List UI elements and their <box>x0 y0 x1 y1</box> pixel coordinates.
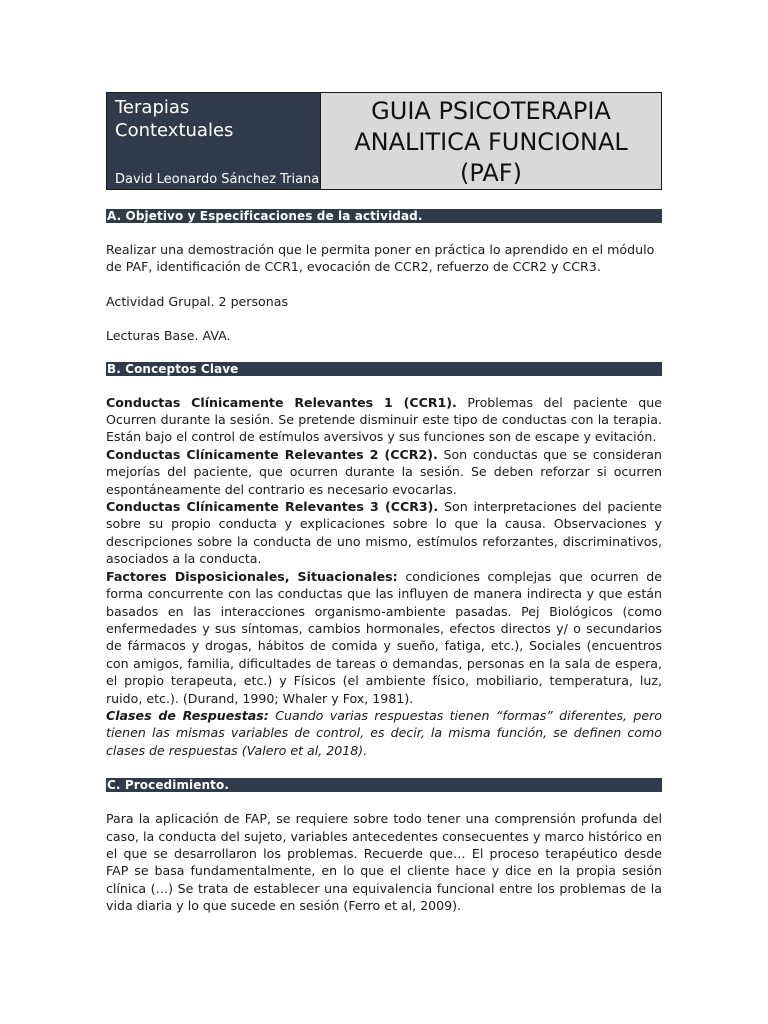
author-name: David Leonardo Sánchez Triana <box>115 172 320 187</box>
concept-term: Conductas Clínicamente Relevantes 1 (CCR1). <box>106 394 457 410</box>
concept-definition: Cuando varias respuestas tienen “formas” diferentes, pero tienen las mismas variables de control, es decir, la misma función, se definen como clases de respuestas (Valero et al, 2018). <box>106 707 663 758</box>
objective-paragraph: Realizar una demostración que le permita poner en práctica lo aprendido en el módulo de PAF, identificación de CCR1, evocación de CCR2, refuerzo de CCR2 y CCR3. <box>106 242 655 275</box>
concept-clases <box>106 707 662 759</box>
header-left-cell <box>107 93 321 189</box>
concept-definition: condiciones complejas que ocurren de forma concurrente con las conductas que las influyen de manera indirecta y que están basados en las interacciones organismo-ambiente pasadas. Pej Biológicos (como enfermedades y sus síntomas, cambios hormonales, efectos directos y/ o secundarios de fármacos y drogas, hábitos de comida y sueño, fatiga, etc.), Sociales (encuentros con amigos, familia, dificultades de tareas o demandas, personas en la sala de espera, el propio terapeuta, etc.) y Físicos (el ambiente físico, mobiliario, temperatura, luz, ruido, etc.). (Durand, 1990; Whaler y Fox, 1981). <box>106 568 662 706</box>
concept-definition: Son conductas que se consideran mejorías del paciente, que ocurren durante la sesión. Se deben reforzar si ocurren espontáneamente del contrario es necesario evocarlas. <box>106 446 662 497</box>
concept-term: Conductas Clínicamente Relevantes 3 (CCR3). <box>106 499 439 515</box>
section-c-heading: C. Procedimiento. <box>106 778 662 792</box>
document-page <box>106 92 662 915</box>
document-title: GUIA PSICOTERAPIA ANALITICA FUNCIONAL (PAF) <box>321 93 661 189</box>
procedure-paragraph: Para la aplicación de FAP, se requiere sobre todo tener una comprensión profunda del caso, la conducta del sujeto, variables antecedentes consecuentes y marco histórico en el que se desarrollaron los problemas. Recuerde que… El proceso terapéutico desde FAP se basa fundamentalmente, en lo que el cliente hace y dice en la propia sesión clínica (…) Se trata de establecer una equivalencia funcional entre los problemas de la vida diaria y lo que sucede en sesión (Ferro et al, 2009). <box>106 811 662 914</box>
concepts-list <box>106 394 662 760</box>
header-table <box>106 92 662 190</box>
concept-term: Clases de Respuestas: <box>106 707 269 723</box>
readings-paragraph: Lecturas Base. AVA. <box>106 328 231 344</box>
concept-ccr2 <box>106 446 662 498</box>
concept-ccr3 <box>106 498 662 568</box>
concept-term: Factores Disposicionales, Situacionales: <box>106 568 398 584</box>
concept-factores <box>106 568 662 707</box>
section-b-heading: B. Conceptos Clave <box>106 362 662 376</box>
concept-ccr1 <box>106 394 662 446</box>
concept-definition: Problemas del paciente que Ocurren durante la sesión. Se pretende disminuir este tipo de conductas con la terapia. Están bajo el control de estímulos aversivos y sus funciones son de escape y evitación. <box>106 394 662 445</box>
course-subject: Terapias Contextuales <box>115 97 234 141</box>
activity-paragraph: Actividad Grupal. 2 personas <box>106 293 289 309</box>
section-a-heading: A. Objetivo y Especificaciones de la actividad. <box>106 209 662 223</box>
concept-definition: Son interpretaciones del paciente sobre su propio conducta y explicaciones sobre lo que la causa. Observaciones y descripciones sobre la conducta de uno mismo, estímulos reforzantes, discriminativos, asociados a la conducta. <box>106 499 662 567</box>
concept-term: Conductas Clínicamente Relevantes 2 (CCR2). <box>106 446 438 462</box>
